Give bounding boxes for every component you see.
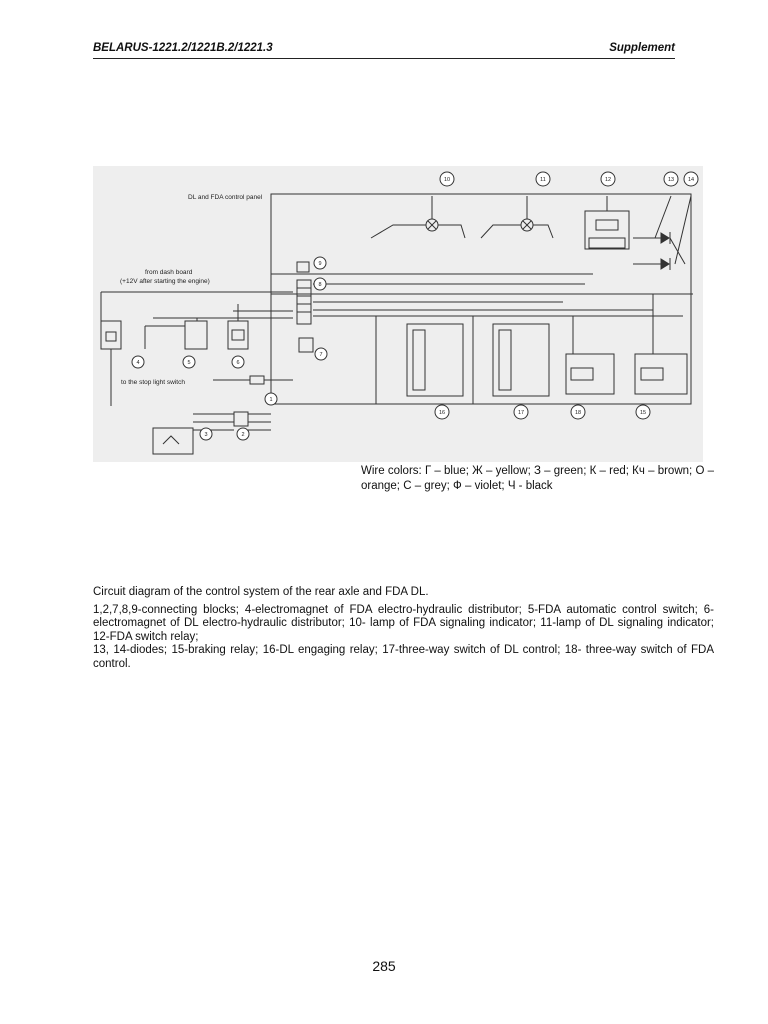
dash-board-label: from dash board (145, 269, 193, 276)
block-7 (299, 338, 313, 352)
page-number: 285 (372, 958, 396, 974)
figure-caption (93, 586, 714, 671)
callout-9: 9 (318, 261, 322, 267)
block-9 (297, 262, 309, 272)
callout-10: 10 (443, 177, 451, 183)
callout-18: 18 (574, 410, 582, 416)
callout-13: 13 (667, 177, 675, 183)
callout-12: 12 (604, 177, 612, 183)
switch-3 (153, 428, 193, 454)
block-8 (297, 280, 311, 324)
dash-board-label-2: (+12V after starting the engine) (120, 278, 210, 285)
switch-17 (493, 324, 549, 396)
callout-16: 16 (438, 410, 446, 416)
diode-14 (661, 259, 669, 269)
callout-5: 5 (187, 360, 191, 366)
callout-6: 6 (236, 360, 240, 366)
callout-3: 3 (204, 432, 208, 438)
callout-1: 1 (269, 397, 273, 403)
callout-15: 15 (639, 410, 647, 416)
stop-light-label: to the stop light switch (121, 379, 185, 386)
block-1 (250, 376, 264, 384)
switch-5 (185, 321, 207, 349)
callout-17: 17 (517, 410, 525, 416)
callout-2: 2 (241, 432, 245, 438)
control-panel-outline (271, 194, 691, 404)
block-2 (234, 412, 248, 426)
circuit-diagram (93, 166, 703, 462)
relay-16 (566, 354, 614, 394)
circuit-diagram-svg (93, 166, 703, 462)
diode-13 (661, 233, 669, 243)
page-header (93, 42, 675, 59)
caption-text-2: 13, 14-diodes; 15-braking relay; 16-DL engaging relay; 17-three-way switch of DL control; 18- three-way switch of FDA control. (93, 644, 714, 670)
caption-title: Circuit diagram of the control system of the rear axle and FDA DL. (93, 586, 429, 598)
callout-11: 11 (540, 177, 546, 183)
header-title: BELARUS-1221.2/1221B.2/1221.3 (93, 42, 273, 54)
switch-18 (407, 324, 463, 396)
electromagnet-6 (228, 321, 248, 349)
relay-15 (635, 354, 687, 394)
callout-4: 4 (136, 360, 140, 366)
callout-14: 14 (687, 177, 695, 183)
electromagnet-4 (101, 321, 121, 349)
wire-colors-legend: Wire colors: Г – blue; Ж – yellow; З – green; К – red; Кч – brown; О – orange; С – grey; Ф – violet; Ч - black (361, 465, 714, 492)
callout-7: 7 (319, 352, 323, 358)
header-section: Supplement (609, 42, 675, 54)
panel-label: DL and FDA control panel (188, 194, 263, 201)
caption-text-1: 1,2,7,8,9-connecting blocks; 4-electromagnet of FDA electro-hydraulic distributor; 5-FDA automatic control switch; 6-electromagnet of DL electro-hydraulic distributor; 10- lamp of FDA signaling indicator; 11-lamp of DL signaling indicator; 12-FDA switch relay; (93, 603, 714, 643)
callout-8: 8 (318, 282, 322, 288)
